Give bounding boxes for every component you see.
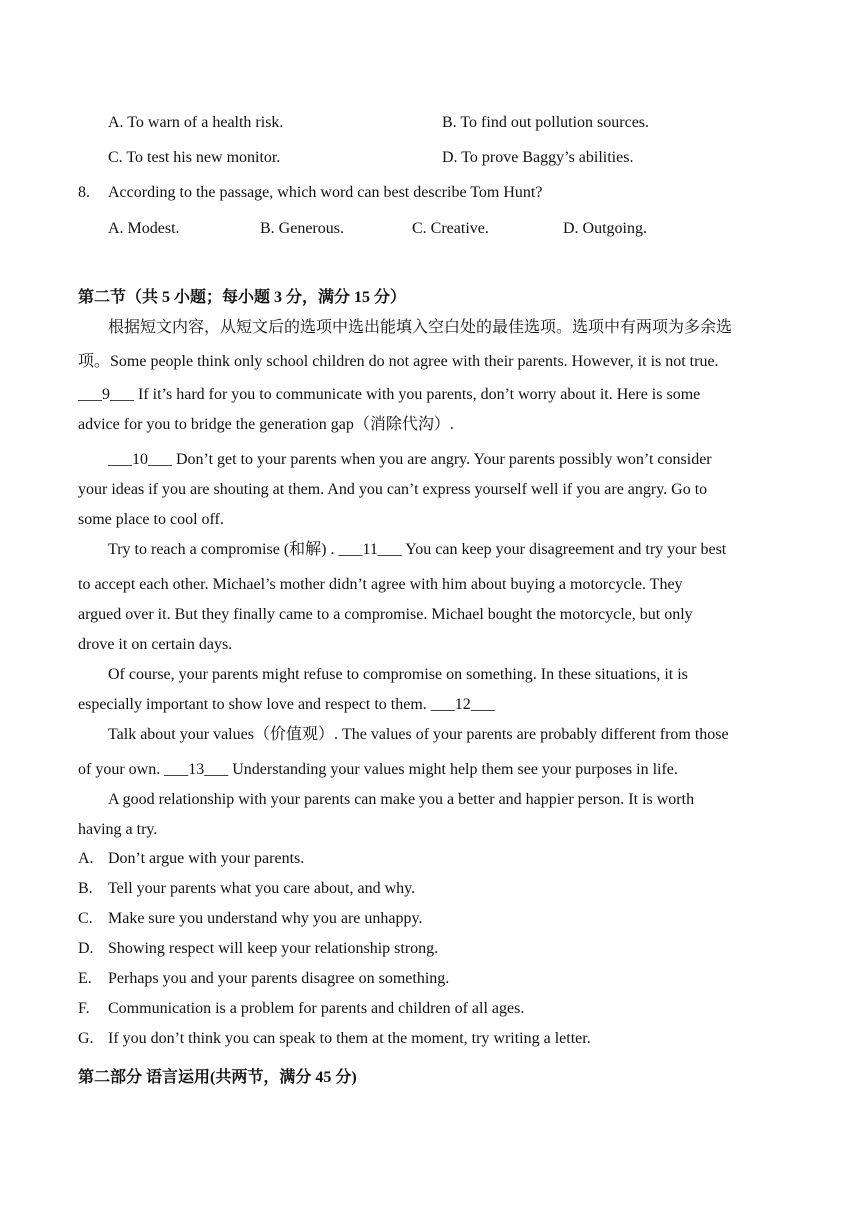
- choice-item: [78, 939, 438, 959]
- choice-text: Communication is a problem for parents and children of all ages.: [108, 1000, 525, 1017]
- choice-letter: C.: [78, 910, 93, 927]
- q8-option-d: D. Outgoing.: [563, 220, 647, 237]
- passage-line: some place to cool off.: [78, 511, 224, 528]
- choice-letter: E.: [78, 970, 92, 987]
- passage-line: argued over it. But they finally came to a compromise. Michael bought the motorcycle, but only: [78, 606, 693, 623]
- q8-option-b: B. Generous.: [260, 220, 344, 237]
- passage-line: of your own. ___13___ Understanding your values might help them see your purposes in life.: [78, 761, 678, 778]
- passage-line: ___10___ Don’t get to your parents when you are angry. Your parents possibly won’t consider: [108, 451, 712, 468]
- choice-item: [78, 969, 449, 989]
- passage-line: advice for you to bridge the generation gap（消除代沟）.: [78, 416, 454, 433]
- section-heading: 第二节（共 5 小题；每小题 3 分，满分 15 分）: [78, 289, 407, 306]
- q7-option-c: C. To test his new monitor.: [108, 149, 281, 166]
- choice-text: Make sure you understand why you are unhappy.: [108, 910, 423, 927]
- passage-line: to accept each other. Michael’s mother didn’t agree with him about buying a motorcycle. They: [78, 576, 683, 593]
- q7-option-b: B. To find out pollution sources.: [442, 114, 650, 131]
- q8-option-c: C. Creative.: [412, 220, 489, 237]
- choice-letter: G.: [78, 1030, 94, 1047]
- choice-text: Don’t argue with your parents.: [108, 850, 305, 867]
- q8-number: 8.: [78, 184, 90, 201]
- q7-option-a: A. To warn of a health risk.: [108, 114, 284, 131]
- choice-text: Tell your parents what you care about, and why.: [108, 880, 416, 897]
- choice-item: [78, 909, 422, 929]
- passage-line: drove it on certain days.: [78, 636, 233, 653]
- choice-letter: F.: [78, 1000, 90, 1017]
- choice-item: [78, 999, 524, 1019]
- passage-line: A good relationship with your parents can make you a better and happier person. It is worth: [108, 791, 695, 808]
- passage-line: Of course, your parents might refuse to compromise on something. In these situations, it is: [108, 666, 688, 683]
- choice-item: [78, 849, 304, 869]
- q8-option-a: A. Modest.: [108, 220, 180, 237]
- choice-letter: B.: [78, 880, 93, 897]
- choice-item: [78, 1029, 591, 1049]
- part-heading: 第二部分 语言运用(共两节，满分 45 分): [78, 1069, 357, 1086]
- choice-item: [78, 879, 415, 899]
- passage-line: Talk about your values（价值观）. The values of your parents are probably different from those: [108, 726, 729, 743]
- choice-text: Perhaps you and your parents disagree on something.: [108, 970, 450, 987]
- passage-line: Try to reach a compromise (和解) . ___11___ You can keep your disagreement and try your best: [108, 541, 727, 558]
- choice-text: Showing respect will keep your relationship strong.: [108, 940, 439, 957]
- passage-line: your ideas if you are shouting at them. And you can’t express yourself well if you are angry. Go to: [78, 481, 708, 498]
- passage-line: having a try.: [78, 821, 158, 838]
- passage-line: 项。Some people think only school children do not agree with their parents. However, it is not true.: [78, 353, 719, 370]
- choice-letter: D.: [78, 940, 94, 957]
- passage-line: ___9___ If it’s hard for you to communicate with you parents, don’t worry about it. Here is some: [78, 386, 701, 403]
- passage-line: 根据短文内容，从短文后的选项中选出能填入空白处的最佳选项。选项中有两项为多余选: [108, 319, 733, 336]
- choice-text: If you don’t think you can speak to them at the moment, try writing a letter.: [108, 1030, 591, 1047]
- passage-line: especially important to show love and respect to them. ___12___: [78, 696, 495, 713]
- q7-option-d: D. To prove Baggy’s abilities.: [442, 149, 634, 166]
- q8-stem: According to the passage, which word can best describe Tom Hunt?: [108, 184, 543, 201]
- choice-letter: A.: [78, 850, 94, 867]
